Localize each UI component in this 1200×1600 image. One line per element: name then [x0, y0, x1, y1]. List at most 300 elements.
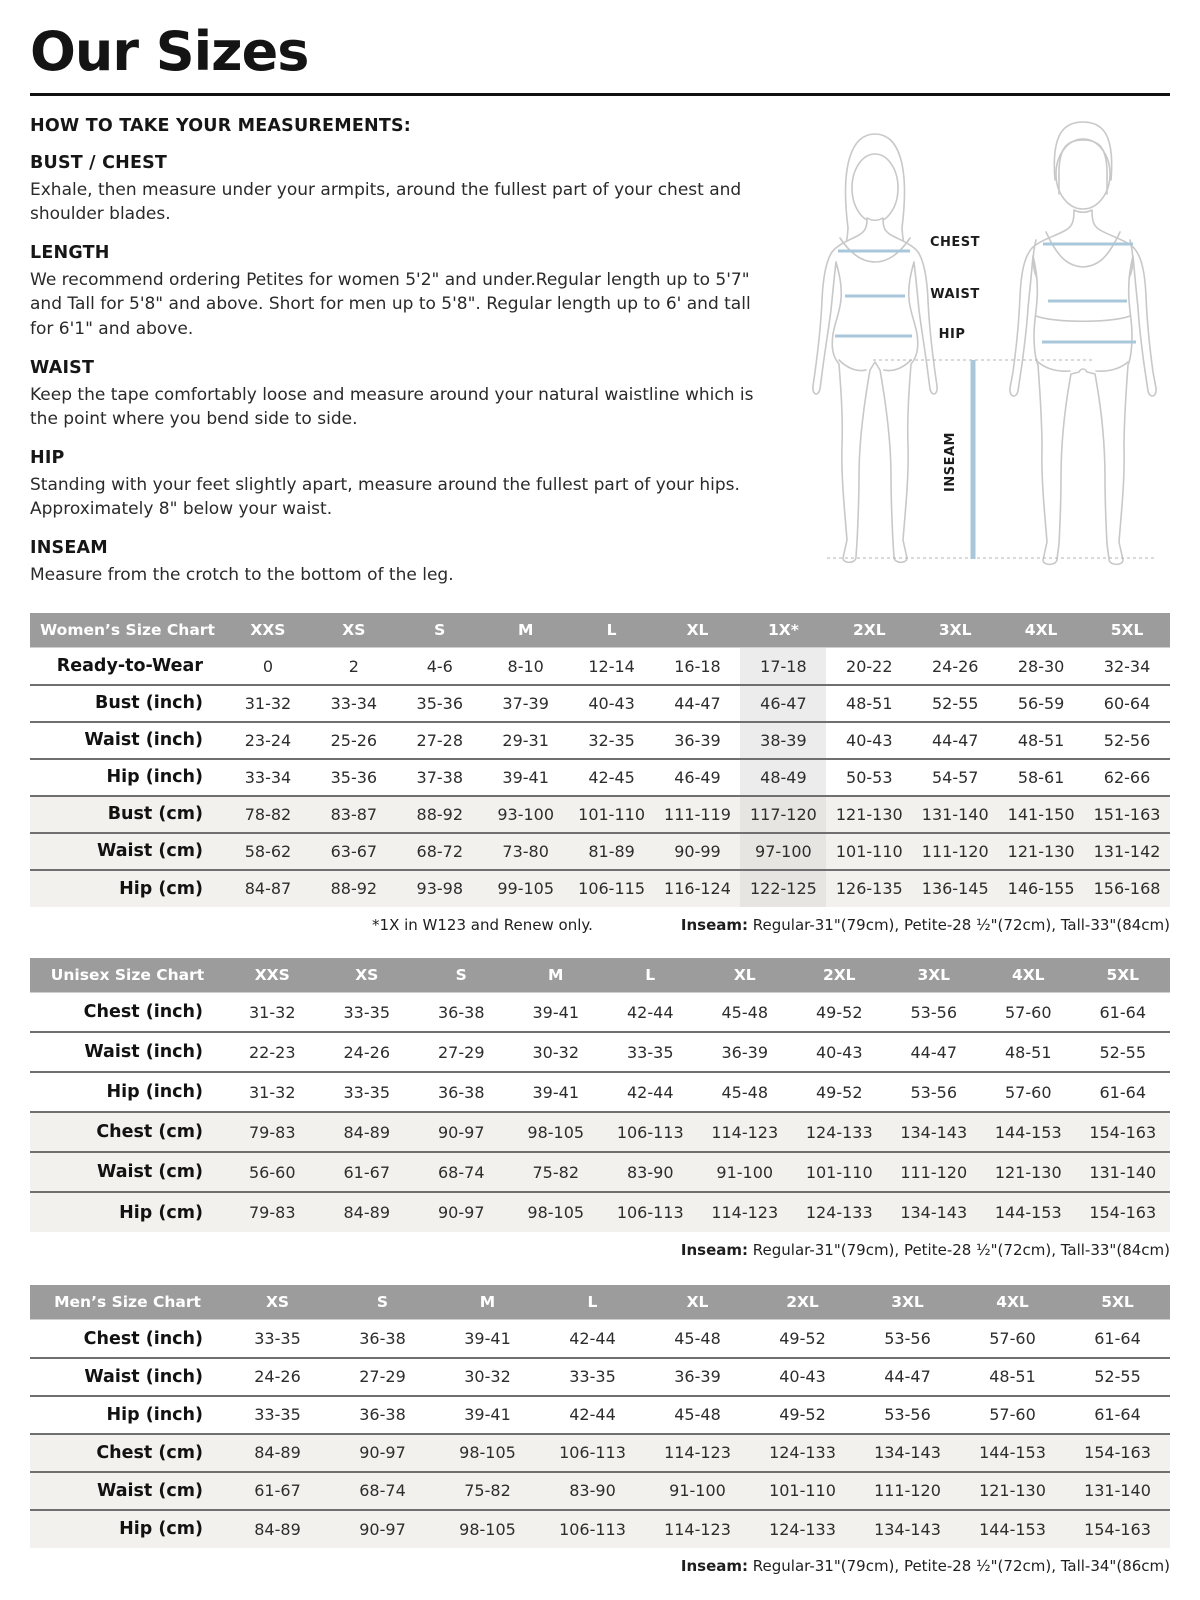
size-value-cell: 52-55 [1099, 1042, 1146, 1062]
size-value-cell: 131-142 [1084, 833, 1170, 870]
size-value-cell: 44-47 [910, 1042, 957, 1062]
size-value-cell: 33-34 [330, 693, 378, 713]
size-value-cell: 33-35 [254, 1329, 301, 1349]
row-label: Hip (inch) [106, 1404, 203, 1425]
size-value-cell: 57-60 [1005, 1002, 1052, 1022]
size-value-cell: 48-51 [989, 1367, 1036, 1387]
table-title: Men’s Size Chart [30, 1285, 225, 1320]
size-value-cell: 36-39 [674, 730, 721, 750]
size-value-cell: 27-29 [438, 1042, 485, 1062]
size-value-cell: 45-48 [721, 1002, 768, 1022]
table-row [30, 1072, 1170, 1112]
body-measurement-figure [782, 110, 1170, 575]
instruction-hip [30, 448, 782, 521]
instruction-bust-chest [30, 153, 782, 226]
size-value-cell: 90-97 [414, 1112, 509, 1152]
size-value-cell: 49-52 [816, 1082, 863, 1102]
size-value-cell: 73-80 [483, 833, 569, 870]
instruction-waist [30, 358, 782, 431]
size-value-cell: 31-32 [244, 693, 292, 713]
size-value-cell: 54-57 [931, 767, 979, 787]
size-value-cell: 75-82 [509, 1152, 604, 1192]
row-label: Hip (cm) [30, 870, 225, 907]
size-value-cell: 12-14 [588, 656, 635, 676]
size-value-cell: 44-47 [674, 693, 721, 713]
size-value-cell: 75-82 [435, 1472, 540, 1510]
size-value-cell: 114-123 [645, 1434, 750, 1472]
size-value-cell: 124-133 [792, 1112, 887, 1152]
size-value-cell: 32-34 [1103, 656, 1151, 676]
size-value-cell: 124-133 [750, 1434, 855, 1472]
size-value-cell: 27-28 [416, 730, 464, 750]
size-value-cell: 48-51 [1005, 1042, 1052, 1062]
size-value-cell: 48-49 [740, 759, 826, 796]
row-label: Chest (inch) [83, 1002, 203, 1023]
mens-size-table [30, 1285, 1170, 1548]
size-value-cell: 50-53 [846, 767, 893, 787]
row-label: Chest (inch) [83, 1328, 203, 1349]
table-row [30, 1320, 1170, 1358]
size-column-header: 5XL [1076, 958, 1171, 993]
size-column-header: XS [311, 613, 397, 648]
size-value-cell: 36-38 [359, 1405, 406, 1425]
inseam-footnote-text: Regular-31"(79cm), Petite-28 ½"(72cm), Tall-34"(86cm) [748, 1556, 1170, 1575]
table-row [30, 759, 1170, 796]
table-row [30, 1434, 1170, 1472]
size-value-cell: 98-105 [435, 1510, 540, 1548]
womens-inseam-footnote [681, 916, 1170, 934]
unisex-inseam-footnote [681, 1241, 1170, 1259]
size-value-cell: 116-124 [655, 870, 741, 907]
size-column-header: 3XL [855, 1285, 960, 1320]
size-column-header: XXS [225, 958, 320, 993]
size-value-cell: 33-35 [343, 1082, 390, 1102]
size-value-cell: 52-55 [931, 693, 979, 713]
instruction-body: Standing with your feet slightly apart, measure around the fullest part of your hips. Approximately 8" below your waist. [30, 474, 740, 520]
unisex-footnotes [30, 1241, 1170, 1261]
size-value-cell: 114-123 [645, 1510, 750, 1548]
size-value-cell: 93-98 [397, 870, 483, 907]
size-value-cell: 90-97 [414, 1192, 509, 1232]
header-row [30, 613, 1170, 648]
inseam-footnote-label: Inseam: [680, 1556, 749, 1575]
size-value-cell: 31-32 [249, 1002, 296, 1022]
size-value-cell: 23-24 [244, 730, 292, 750]
size-value-cell: 40-43 [846, 730, 893, 750]
size-value-cell: 35-36 [330, 767, 378, 787]
size-value-cell: 68-74 [414, 1152, 509, 1192]
size-value-cell: 57-60 [1005, 1082, 1052, 1102]
size-value-cell: 111-120 [887, 1152, 982, 1192]
table-row [30, 722, 1170, 759]
table-title: Women’s Size Chart [30, 613, 225, 648]
row-label: Hip (inch) [106, 767, 203, 788]
size-value-cell: 101-110 [792, 1152, 887, 1192]
row-label: Chest (cm) [30, 1434, 225, 1472]
size-value-cell: 88-92 [397, 796, 483, 833]
size-value-cell: 49-52 [779, 1405, 826, 1425]
waist-label: WAIST [930, 287, 980, 303]
size-value-cell: 124-133 [750, 1510, 855, 1548]
size-value-cell: 29-31 [502, 730, 549, 750]
size-value-cell: 36-39 [721, 1042, 768, 1062]
table-row [30, 1152, 1170, 1192]
size-value-cell: 98-105 [435, 1434, 540, 1472]
size-value-cell: 114-123 [698, 1192, 793, 1232]
size-column-header: 2XL [750, 1285, 855, 1320]
row-label: Ready-to-Wear [56, 656, 203, 677]
row-label: Bust (cm) [30, 796, 225, 833]
size-value-cell: 42-44 [569, 1405, 616, 1425]
unisex-size-chart-section [30, 958, 1170, 1262]
size-value-cell: 79-83 [225, 1192, 320, 1232]
inseam-footnote-label: Inseam: [680, 1241, 749, 1260]
measurement-diagram [782, 110, 1170, 587]
size-value-cell: 154-163 [1076, 1192, 1171, 1232]
size-value-cell: 84-87 [225, 870, 311, 907]
size-value-cell: 42-44 [569, 1329, 616, 1349]
size-value-cell: 68-72 [397, 833, 483, 870]
size-value-cell: 144-153 [981, 1192, 1076, 1232]
size-value-cell: 33-35 [569, 1367, 616, 1387]
size-value-cell: 16-18 [674, 656, 721, 676]
instruction-body: Keep the tape comfortably loose and measure around your natural waistline which is the point where you bend side to side. [30, 384, 754, 429]
size-value-cell: 117-120 [740, 796, 826, 833]
size-value-cell: 154-163 [1076, 1112, 1171, 1152]
size-value-cell: 36-38 [359, 1329, 406, 1349]
size-value-cell: 36-39 [674, 1367, 721, 1387]
size-value-cell: 24-26 [931, 656, 979, 676]
size-value-cell: 36-38 [438, 1002, 485, 1022]
size-value-cell: 154-163 [1065, 1510, 1170, 1548]
size-value-cell: 40-43 [816, 1042, 863, 1062]
size-value-cell: 106-113 [603, 1112, 698, 1152]
size-column-header: M [509, 958, 604, 993]
size-value-cell: 44-47 [931, 730, 979, 750]
instruction-heading: BUST / CHEST [30, 153, 168, 174]
size-value-cell: 39-41 [502, 767, 549, 787]
size-value-cell: 57-60 [989, 1405, 1036, 1425]
size-value-cell: 53-56 [910, 1002, 957, 1022]
size-column-header: L [540, 1285, 645, 1320]
size-column-header: 5XL [1065, 1285, 1170, 1320]
size-value-cell: 131-140 [1076, 1152, 1171, 1192]
inseam-footnote-label: Inseam: [680, 915, 749, 934]
size-value-cell: 121-130 [998, 833, 1084, 870]
size-value-cell: 151-163 [1084, 796, 1170, 833]
table-row [30, 833, 1170, 870]
size-value-cell: 63-67 [311, 833, 397, 870]
chest-label: CHEST [929, 235, 981, 251]
size-value-cell: 33-35 [254, 1405, 301, 1425]
size-value-cell: 37-39 [502, 693, 549, 713]
size-value-cell: 56-59 [1017, 693, 1065, 713]
instruction-heading: WAIST [30, 357, 95, 378]
table-row [30, 1510, 1170, 1548]
size-value-cell: 17-18 [740, 648, 826, 685]
size-value-cell: 61-64 [1099, 1082, 1146, 1102]
inseam-label: INSEAM [943, 432, 958, 493]
size-value-cell: 134-143 [887, 1112, 982, 1152]
size-column-header: 3XL [887, 958, 982, 993]
size-value-cell: 28-30 [1017, 656, 1065, 676]
instruction-heading: INSEAM [30, 538, 108, 559]
size-value-cell: 58-61 [1017, 767, 1065, 787]
size-value-cell: 46-49 [674, 767, 721, 787]
size-value-cell: 24-26 [343, 1042, 390, 1062]
size-value-cell: 134-143 [855, 1510, 960, 1548]
size-column-header: S [414, 958, 509, 993]
table-row [30, 1192, 1170, 1232]
size-value-cell: 90-97 [330, 1510, 435, 1548]
size-value-cell: 99-105 [483, 870, 569, 907]
size-value-cell: 61-67 [225, 1472, 330, 1510]
row-label: Hip (cm) [30, 1192, 225, 1232]
size-value-cell: 106-115 [569, 870, 655, 907]
size-value-cell: 121-130 [960, 1472, 1065, 1510]
size-value-cell: 124-133 [792, 1192, 887, 1232]
table-row [30, 992, 1170, 1032]
size-value-cell: 49-52 [816, 1002, 863, 1022]
size-value-cell: 126-135 [826, 870, 912, 907]
size-value-cell: 33-35 [627, 1042, 674, 1062]
size-value-cell: 106-113 [603, 1192, 698, 1232]
size-value-cell: 57-60 [989, 1329, 1036, 1349]
size-value-cell: 45-48 [674, 1405, 721, 1425]
size-column-header: XS [320, 958, 415, 993]
size-value-cell: 154-163 [1065, 1434, 1170, 1472]
size-value-cell: 101-110 [569, 796, 655, 833]
size-value-cell: 98-105 [509, 1192, 604, 1232]
mens-inseam-footnote [681, 1557, 1170, 1575]
size-value-cell: 60-64 [1103, 693, 1151, 713]
size-value-cell: 83-90 [603, 1152, 698, 1192]
size-value-cell: 24-26 [254, 1367, 301, 1387]
size-value-cell: 27-29 [359, 1367, 406, 1387]
size-value-cell: 83-87 [311, 796, 397, 833]
size-value-cell: 78-82 [225, 796, 311, 833]
size-column-header: XL [698, 958, 793, 993]
size-value-cell: 32-35 [588, 730, 635, 750]
size-value-cell: 38-39 [740, 722, 826, 759]
size-value-cell: 106-113 [540, 1510, 645, 1548]
size-value-cell: 8-10 [507, 656, 544, 676]
size-value-cell: 106-113 [540, 1434, 645, 1472]
table-row [30, 1112, 1170, 1152]
size-value-cell: 90-97 [330, 1434, 435, 1472]
size-value-cell: 53-56 [910, 1082, 957, 1102]
size-value-cell: 45-48 [674, 1329, 721, 1349]
size-value-cell: 25-26 [330, 730, 378, 750]
size-value-cell: 39-41 [464, 1405, 511, 1425]
size-column-header: S [330, 1285, 435, 1320]
female-figure [813, 134, 937, 562]
size-value-cell: 81-89 [569, 833, 655, 870]
size-value-cell: 93-100 [483, 796, 569, 833]
row-label: Hip (inch) [106, 1082, 203, 1103]
size-value-cell: 144-153 [960, 1510, 1065, 1548]
instruction-body: We recommend ordering Petites for women 5'2" and under.Regular length up to 5'7" and Tall for 5'8" and above. Short for men up to 5'8". Regular length up to 6' and tall for 6'1" and above. [30, 270, 751, 339]
size-column-header: 2XL [792, 958, 887, 993]
size-value-cell: 141-150 [998, 796, 1084, 833]
size-value-cell: 40-43 [588, 693, 635, 713]
row-label: Waist (cm) [30, 833, 225, 870]
measurement-instructions [30, 110, 782, 587]
size-value-cell: 122-125 [740, 870, 826, 907]
size-value-cell: 39-41 [532, 1082, 579, 1102]
size-value-cell: 22-23 [249, 1042, 296, 1062]
title-divider [30, 93, 1170, 96]
inseam-footnote-text: Regular-31"(79cm), Petite-28 ½"(72cm), Tall-33"(84cm) [748, 1241, 1170, 1260]
size-value-cell: 68-74 [330, 1472, 435, 1510]
size-value-cell: 136-145 [912, 870, 998, 907]
size-column-header: 4XL [960, 1285, 1065, 1320]
size-value-cell: 84-89 [320, 1192, 415, 1232]
size-column-header: 4XL [981, 958, 1076, 993]
size-value-cell: 131-140 [1065, 1472, 1170, 1510]
table-row [30, 685, 1170, 722]
size-value-cell: 46-47 [740, 685, 826, 722]
size-value-cell: 53-56 [884, 1405, 931, 1425]
inseam-footnote-text: Regular-31"(79cm), Petite-28 ½"(72cm), Tall-33"(84cm) [748, 915, 1170, 934]
size-value-cell: 48-51 [846, 693, 893, 713]
size-value-cell: 84-89 [225, 1434, 330, 1472]
size-value-cell: 53-56 [884, 1329, 931, 1349]
size-value-cell: 61-64 [1094, 1329, 1141, 1349]
size-value-cell: 31-32 [249, 1082, 296, 1102]
table-row [30, 1358, 1170, 1396]
size-value-cell: 35-36 [416, 693, 464, 713]
size-value-cell: 56-60 [225, 1152, 320, 1192]
size-value-cell: 121-130 [981, 1152, 1076, 1192]
table-row [30, 870, 1170, 907]
row-label: Waist (inch) [84, 1366, 203, 1387]
size-value-cell: 44-47 [884, 1367, 931, 1387]
size-column-header: S [397, 613, 483, 648]
table-row [30, 796, 1170, 833]
intro-section [30, 110, 1170, 587]
size-value-cell: 33-35 [343, 1002, 390, 1022]
size-value-cell: 2 [348, 656, 359, 676]
instruction-body: Exhale, then measure under your armpits, around the fullest part of your chest and shoulder blades. [30, 180, 742, 225]
table-title: Unisex Size Chart [30, 958, 225, 993]
row-label: Waist (inch) [84, 730, 203, 751]
size-column-header: XS [225, 1285, 330, 1320]
size-value-cell: 84-89 [225, 1510, 330, 1548]
size-column-header: 3XL [912, 613, 998, 648]
unisex-size-table [30, 958, 1170, 1233]
size-value-cell: 49-52 [779, 1329, 826, 1349]
size-value-cell: 61-64 [1099, 1002, 1146, 1022]
instructions-heading: HOW TO TAKE YOUR MEASUREMENTS: [30, 116, 411, 137]
size-value-cell: 20-22 [846, 656, 893, 676]
size-value-cell: 111-120 [912, 833, 998, 870]
size-value-cell: 131-140 [912, 796, 998, 833]
size-value-cell: 144-153 [960, 1434, 1065, 1472]
size-value-cell: 36-38 [438, 1082, 485, 1102]
size-value-cell: 39-41 [532, 1002, 579, 1022]
size-value-cell: 61-64 [1094, 1405, 1141, 1425]
row-label: Waist (inch) [84, 1042, 203, 1063]
row-label: Bust (inch) [95, 693, 203, 714]
header-row [30, 1285, 1170, 1320]
womens-size-table [30, 613, 1170, 907]
size-value-cell: 42-45 [588, 767, 635, 787]
size-column-header: L [603, 958, 698, 993]
size-column-header: M [435, 1285, 540, 1320]
size-value-cell: 30-32 [464, 1367, 511, 1387]
table-row [30, 648, 1170, 685]
size-value-cell: 4-6 [426, 656, 453, 676]
instruction-inseam [30, 538, 782, 587]
size-value-cell: 39-41 [464, 1329, 511, 1349]
size-value-cell: 58-62 [225, 833, 311, 870]
womens-1x-footnote: *1X in W123 and Renew only. [372, 915, 593, 934]
size-value-cell: 101-110 [826, 833, 912, 870]
size-column-header: 4XL [998, 613, 1084, 648]
size-value-cell: 156-168 [1084, 870, 1170, 907]
row-label: Hip (cm) [30, 1510, 225, 1548]
size-column-header: 2XL [826, 613, 912, 648]
size-value-cell: 98-105 [509, 1112, 604, 1152]
table-row [30, 1472, 1170, 1510]
size-column-header: 1X* [740, 613, 826, 648]
size-value-cell: 144-153 [981, 1112, 1076, 1152]
mens-size-chart-section [30, 1285, 1170, 1577]
size-value-cell: 37-38 [416, 767, 464, 787]
size-value-cell: 52-56 [1103, 730, 1151, 750]
instruction-body: Measure from the crotch to the bottom of the leg. [30, 565, 454, 586]
womens-footnotes [30, 916, 1170, 936]
instruction-length [30, 243, 782, 340]
size-column-header: M [483, 613, 569, 648]
row-label: Chest (cm) [30, 1112, 225, 1152]
size-value-cell: 114-123 [698, 1112, 793, 1152]
size-value-cell: 111-119 [655, 796, 741, 833]
size-value-cell: 101-110 [750, 1472, 855, 1510]
size-value-cell: 62-66 [1103, 767, 1151, 787]
size-value-cell: 42-44 [627, 1002, 674, 1022]
size-value-cell: 111-120 [855, 1472, 960, 1510]
size-column-header: L [569, 613, 655, 648]
header-row [30, 958, 1170, 993]
table-row [30, 1032, 1170, 1072]
instruction-heading: LENGTH [30, 243, 110, 264]
hip-label: HIP [938, 327, 966, 343]
table-row [30, 1396, 1170, 1434]
size-value-cell: 90-99 [655, 833, 741, 870]
size-value-cell: 91-100 [698, 1152, 793, 1192]
size-value-cell: 134-143 [855, 1434, 960, 1472]
size-value-cell: 84-89 [320, 1112, 415, 1152]
size-value-cell: 134-143 [887, 1192, 982, 1232]
size-value-cell: 83-90 [540, 1472, 645, 1510]
size-value-cell: 79-83 [225, 1112, 320, 1152]
size-value-cell: 97-100 [740, 833, 826, 870]
size-value-cell: 40-43 [779, 1367, 826, 1387]
mens-footnotes [30, 1557, 1170, 1577]
size-value-cell: 0 [262, 656, 274, 676]
size-value-cell: 91-100 [645, 1472, 750, 1510]
instruction-heading: HIP [30, 447, 65, 468]
size-value-cell: 45-48 [721, 1082, 768, 1102]
size-column-header: XL [655, 613, 741, 648]
size-value-cell: 121-130 [826, 796, 912, 833]
size-column-header: XXS [225, 613, 311, 648]
size-value-cell: 52-55 [1094, 1367, 1141, 1387]
size-value-cell: 30-32 [532, 1042, 579, 1062]
row-label: Waist (cm) [30, 1472, 225, 1510]
